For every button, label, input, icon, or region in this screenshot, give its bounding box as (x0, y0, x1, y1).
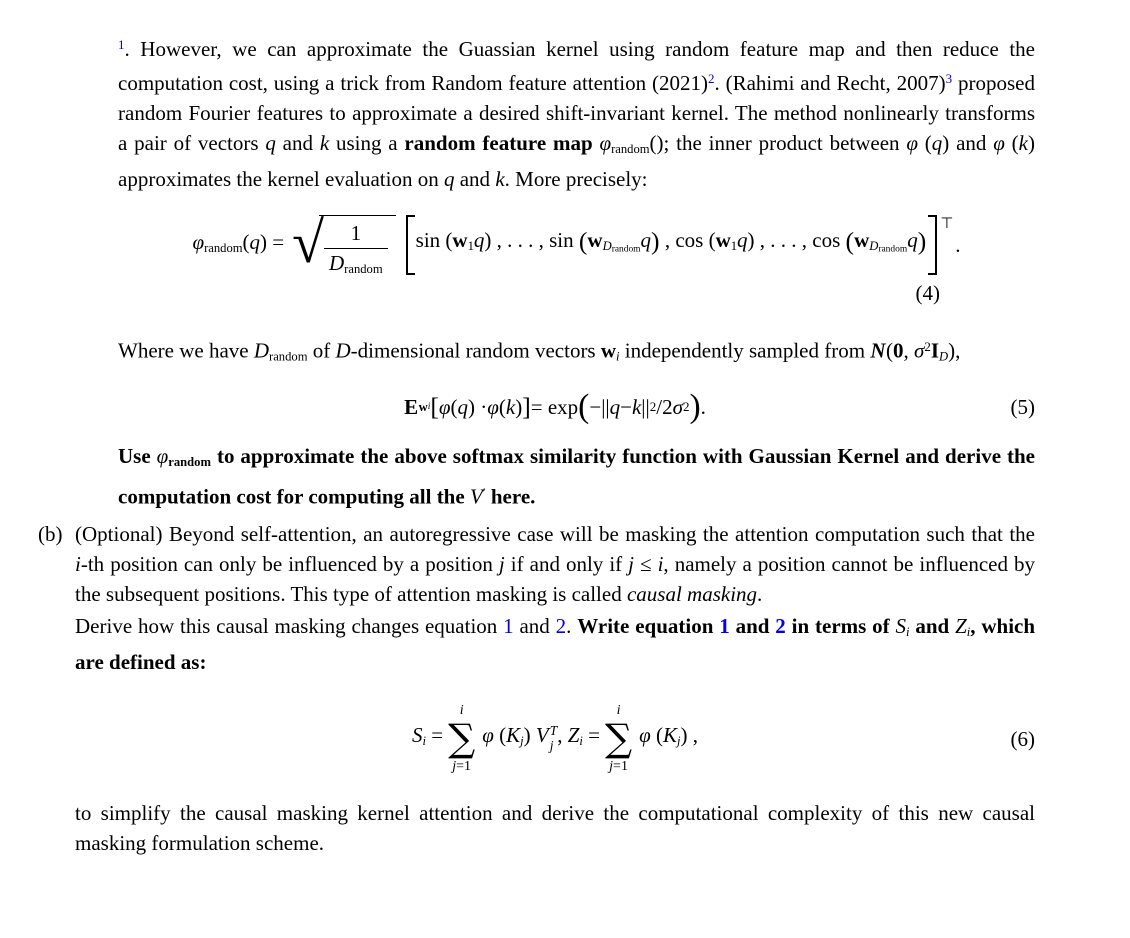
text-run: K (663, 723, 678, 748)
text-run: random (168, 455, 211, 470)
equation-4-lhs (192, 227, 284, 263)
text-run: j (677, 734, 681, 749)
equation-ref-2-bold[interactable]: 2 (775, 614, 786, 639)
text-run: i (75, 552, 81, 577)
text-run: D (328, 250, 345, 275)
text-run: and (275, 131, 320, 156)
text-run: φ (906, 131, 918, 156)
equation-number-4: (4) (915, 281, 940, 306)
text-run: random (344, 261, 383, 276)
equation-number-row (118, 278, 1035, 308)
sum-lower-limit (452, 759, 471, 774)
text-run: φ (482, 723, 494, 748)
text-run: ( (498, 394, 506, 419)
text-run: i (657, 552, 664, 577)
text-run: 1 (350, 221, 362, 246)
text-run: [ (430, 391, 439, 421)
text-run: =1 (456, 758, 472, 774)
fraction-numerator (347, 221, 366, 247)
text-run: D (869, 239, 879, 254)
footnote-ref-2[interactable]: 2 (707, 71, 715, 87)
square-root-body (319, 215, 396, 276)
text-run: −|| (589, 394, 610, 419)
text-run: q (249, 230, 261, 255)
equation-4 (118, 210, 1035, 308)
text-run: Write equation (577, 614, 720, 639)
text-run: φ (993, 131, 1005, 156)
text-run: Z (955, 614, 967, 639)
text-run: to simplify the causal masking kernel attention and derive the computational complexity of this new causal masking formulation scheme. (75, 800, 1035, 855)
text-run: ( (708, 228, 716, 253)
text-run: ) (1028, 131, 1035, 156)
text-run: i (422, 734, 426, 749)
text-run: D (335, 338, 351, 363)
text-run: j (452, 758, 457, 774)
text-run: ( (578, 387, 590, 425)
text-run: ) , (680, 723, 699, 748)
right-bracket (928, 215, 937, 275)
text-run: q (609, 394, 621, 419)
text-run: σ (913, 338, 925, 363)
text-run: 2 (924, 339, 931, 355)
text-run: and (513, 614, 556, 639)
text-run: w (418, 399, 428, 414)
text-run: S (411, 723, 423, 748)
text-run: φ (599, 131, 612, 156)
text-run: = (582, 723, 600, 748)
text-run: ) (515, 394, 523, 419)
v-superscript-subscript (550, 724, 558, 754)
text-run: V (469, 484, 483, 509)
equation-5-body (404, 387, 706, 425)
text-run: E (404, 394, 419, 419)
text-run: 2 (682, 398, 690, 414)
equation-6-body (412, 703, 698, 774)
text-run: V (535, 723, 549, 748)
text-run: sin (415, 228, 446, 253)
fraction-denominator (324, 248, 388, 277)
text-run: Z (567, 723, 580, 748)
sigma-icon: ∑ (448, 715, 476, 760)
text-run: q (473, 228, 485, 253)
text-run: − (620, 394, 632, 419)
square-root (292, 210, 396, 276)
text-run: ( (493, 723, 507, 748)
sigma-icon: ∑ (604, 715, 633, 760)
text-run: q (265, 131, 276, 156)
v-index: j (549, 737, 554, 753)
equation-number-5: (5) (1010, 394, 1035, 419)
text-run: q (443, 167, 455, 192)
text-run: ) , . . . , sin (484, 228, 579, 253)
equation-5 (75, 387, 1035, 425)
text-run: ( (650, 723, 663, 748)
text-run: w (600, 338, 617, 363)
text-run: /2 (656, 394, 673, 419)
text-run: using a (329, 131, 405, 156)
text-run: random (204, 241, 243, 256)
text-run: S (895, 614, 906, 639)
equation-number-6: (6) (1010, 726, 1035, 751)
text-run: , namely a position cannot be influenced by the subsequent positions. This type of attention masking is called (75, 552, 1036, 607)
text-run: in terms of (785, 614, 896, 639)
text-run: = (425, 723, 444, 748)
text-run: N (870, 338, 886, 363)
text-run: q (457, 394, 469, 419)
text-run: proposed random Fourier features to approximate a desired shift-invariant kernel. The method nonlinearly transforms a pair of vectors (118, 71, 1035, 156)
text-run: . However, we can approximate the Guassian kernel using random feature map and then reduce the computation cost, using a trick from Random feature attention (2021) (118, 37, 1035, 96)
equation-6-term2 (639, 720, 698, 756)
equation-6-lhs-S (412, 720, 443, 756)
paragraph-final (75, 798, 1035, 858)
paragraph-use-task (118, 441, 1035, 511)
text-run: independently sampled from (619, 338, 871, 363)
text-run: approximates the kernel evaluation on (118, 167, 444, 192)
text-run: , (557, 723, 568, 748)
text-run: ) (523, 723, 536, 748)
text-run: ) · (468, 394, 488, 419)
text-run: σ (672, 394, 683, 419)
text-run: k (319, 131, 330, 156)
text-run: ( (450, 394, 458, 419)
text-run: ] (522, 391, 531, 421)
transpose-symbol: ⊤ (940, 214, 954, 233)
text-run: . (757, 582, 763, 607)
text-run: = exp (530, 394, 579, 419)
text-run: causal masking (626, 582, 758, 607)
text-run: random feature map (404, 131, 600, 156)
footnote-ref-3[interactable]: 3 (945, 71, 953, 87)
summation-S (448, 703, 475, 774)
text-run: φ (192, 230, 205, 255)
text-run: w (715, 228, 731, 253)
text-run: and (909, 614, 956, 639)
text-run: i (616, 349, 620, 364)
text-run: random (611, 245, 641, 256)
text-run: i (427, 401, 431, 412)
text-run: j (520, 734, 524, 749)
text-run: j (498, 552, 505, 577)
text-run: q (640, 228, 652, 253)
text-run: 1 (730, 239, 738, 254)
text-run: . (Rahimi and Recht, 2007) (714, 71, 946, 96)
footnote-ref-1[interactable]: 1 (118, 37, 125, 52)
text-run: i (966, 625, 971, 640)
left-bracket (406, 215, 415, 275)
paragraph-derive (75, 611, 1035, 677)
text-run: k (631, 394, 642, 419)
text-run: 2 (649, 398, 657, 414)
text-run: I (930, 338, 940, 363)
text-run: || (641, 394, 650, 419)
text-run: k (505, 394, 516, 419)
text-run: j (609, 758, 614, 774)
text-run: -dimensional random vectors (350, 338, 601, 363)
text-run: , which are defined as: (75, 614, 1036, 675)
text-run: to approximate the above softmax similarity function with Gaussian Kernel and derive the computation cost for computing all the (118, 444, 1035, 509)
text-run: ) = (260, 230, 285, 255)
equation-period: . (955, 233, 961, 258)
text-run: ( (885, 338, 893, 363)
text-run: k (495, 167, 505, 192)
text-run: φ (487, 394, 499, 419)
text-run: i (459, 703, 464, 719)
text-run: ≤ (634, 552, 658, 577)
text-run: q (931, 131, 943, 156)
text-run: i (616, 703, 621, 719)
text-run: K (506, 723, 521, 748)
text-run: , (903, 338, 914, 363)
fraction (324, 221, 388, 276)
text-run: 0 (892, 338, 904, 363)
equation-4-inner (416, 225, 927, 265)
text-run: D (602, 239, 612, 254)
text-run: q (737, 228, 748, 253)
text-run: here. (485, 484, 536, 509)
text-run: ) (689, 387, 701, 425)
text-run: (); the inner product between (649, 131, 907, 156)
text-run: w (452, 228, 468, 253)
text-run: φ (639, 723, 651, 748)
text-run: ( (917, 131, 932, 156)
list-item-b (0, 519, 1035, 609)
text-run: ( (578, 227, 588, 257)
item-b-marker: (b) (38, 522, 63, 547)
text-run: of (307, 338, 336, 363)
text-run: Derive how this causal masking changes equation (75, 614, 504, 639)
text-run: and (729, 614, 776, 639)
text-run: ( (1004, 131, 1019, 156)
v-transpose: T (549, 722, 558, 738)
text-run: w (587, 228, 603, 253)
equation-6-mid (557, 720, 600, 756)
equation-6 (75, 703, 1035, 774)
paragraph-intro (118, 30, 1035, 194)
text-run: Use (118, 444, 157, 469)
text-run: D (253, 338, 270, 363)
text-run: i (579, 734, 583, 749)
radical-sign-icon: √ (292, 210, 324, 276)
text-run: . More precisely: (504, 167, 648, 192)
text-run: . (700, 394, 706, 419)
text-run: ′ (482, 484, 486, 500)
text-run: , cos (659, 228, 709, 253)
equation-ref-1-bold[interactable]: 1 (719, 614, 730, 639)
summation-Z (605, 703, 632, 774)
text-run: ) (651, 227, 660, 257)
text-run: φ (438, 394, 451, 419)
text-run: i (906, 625, 910, 640)
text-run: (Optional) Beyond self-attention, an autoregressive case will be masking the attention computation such that the (75, 522, 1035, 547)
text-run: w (854, 228, 870, 253)
text-run: random (878, 245, 908, 256)
text-run: =1 (613, 758, 628, 774)
text-run: ) (917, 227, 927, 257)
text-run: Where we have (118, 338, 254, 363)
text-run: . (566, 614, 578, 639)
text-run: ) (942, 131, 950, 156)
text-run: ) , . . . , cos (747, 228, 846, 253)
text-run: ( (242, 230, 250, 255)
text-run: k (1018, 131, 1028, 156)
equation-ref-2[interactable]: 2 (555, 614, 567, 639)
text-run: random (269, 349, 308, 364)
text-run: φ (156, 444, 169, 469)
paragraph-optional (75, 519, 1035, 609)
text-run: -th position can only be influenced by a position (80, 552, 499, 577)
sum-lower-limit (609, 759, 628, 774)
text-run: and (454, 167, 496, 192)
text-run: ), (948, 338, 961, 363)
text-run: q (907, 228, 918, 253)
text-run: random (611, 142, 650, 157)
equation-6-term1 (482, 720, 548, 756)
text-run: and (949, 131, 994, 156)
text-run: 1 (467, 239, 474, 254)
text-run: D (939, 349, 949, 364)
text-run: j (628, 552, 635, 577)
equation-ref-1[interactable]: 1 (503, 614, 514, 639)
equation-4-body (118, 210, 1035, 276)
text-run: ( (445, 228, 453, 253)
paragraph-where (118, 332, 1035, 372)
text-run: if and only if (504, 552, 629, 577)
text-run: ( (845, 227, 855, 257)
